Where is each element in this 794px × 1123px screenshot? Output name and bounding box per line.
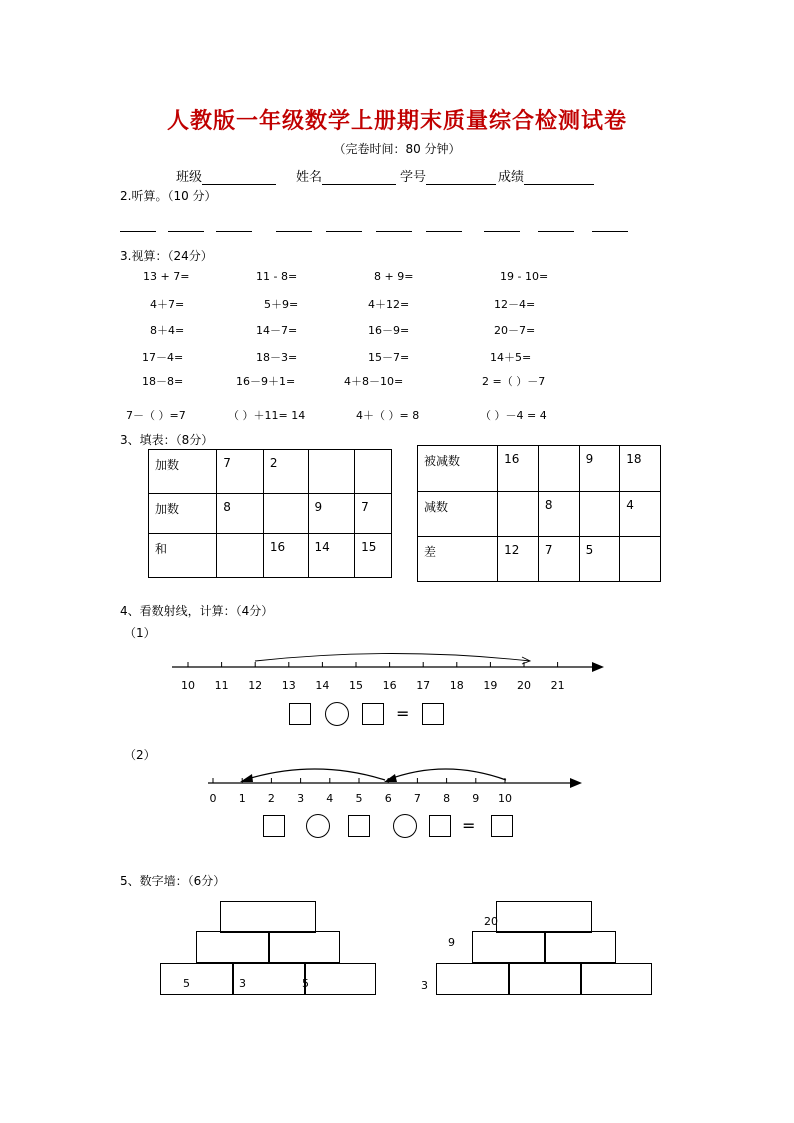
wall-number: 5 bbox=[302, 977, 309, 990]
table-cell: 18 bbox=[620, 446, 661, 492]
number-label: 学号 bbox=[400, 170, 427, 185]
table-cell: 7 bbox=[355, 494, 392, 534]
equation: 14－7= bbox=[256, 324, 298, 337]
table-cell: 加数 bbox=[149, 450, 217, 494]
equation: 15－7= bbox=[368, 351, 410, 364]
equation: 8＋4= bbox=[150, 324, 185, 337]
section-table-heading: 3、填表：（8分） bbox=[120, 433, 214, 447]
answer-blank[interactable] bbox=[326, 231, 362, 232]
addition-table bbox=[148, 449, 392, 578]
wall-brick[interactable] bbox=[508, 963, 582, 995]
tick-label: 4 bbox=[326, 792, 334, 805]
wall-brick[interactable] bbox=[580, 963, 652, 995]
tick-label: 10 bbox=[181, 679, 195, 692]
equal-sign: = bbox=[462, 816, 476, 835]
tick-label: 5 bbox=[355, 792, 363, 805]
class-blank[interactable] bbox=[202, 170, 276, 185]
section-wall-heading: 5、数字墙：（6分） bbox=[120, 874, 226, 888]
table-cell: 加数 bbox=[149, 494, 217, 534]
tick-label: 6 bbox=[384, 792, 392, 805]
score-field bbox=[498, 166, 594, 185]
score-blank[interactable] bbox=[524, 170, 594, 185]
equation: 11 - 8= bbox=[256, 270, 298, 283]
equation: 5＋9= bbox=[264, 298, 299, 311]
table-cell: 7 bbox=[538, 537, 579, 582]
equation: 17－4= bbox=[142, 351, 184, 364]
wall-number: 3 bbox=[421, 979, 428, 992]
numberline-2-label: （2） bbox=[124, 748, 156, 762]
tick-label: 20 bbox=[517, 679, 531, 692]
number-field bbox=[400, 166, 496, 185]
name-field bbox=[296, 166, 396, 185]
number-blank[interactable] bbox=[426, 170, 496, 185]
table-cell: 15 bbox=[355, 534, 392, 578]
table-cell: 7 bbox=[217, 450, 264, 494]
tick-label: 17 bbox=[416, 679, 431, 692]
operator-circle[interactable] bbox=[325, 702, 349, 726]
table-cell: 14 bbox=[308, 534, 355, 578]
table-cell[interactable] bbox=[538, 446, 579, 492]
wall-number: 5 bbox=[183, 977, 190, 990]
table-cell: 4 bbox=[620, 492, 661, 537]
answer-blank[interactable] bbox=[376, 231, 412, 232]
equation: 16－9＋1= bbox=[236, 375, 296, 388]
equation: 7－（ ）=7 bbox=[126, 409, 186, 422]
table-cell[interactable] bbox=[217, 534, 264, 578]
wall-number: 20 bbox=[484, 915, 498, 928]
equation: 2 =（ ）－7 bbox=[482, 375, 546, 388]
table-cell: 16 bbox=[263, 534, 308, 578]
equation: 18－3= bbox=[256, 351, 298, 364]
equation: 4＋8－10= bbox=[344, 375, 404, 388]
arrow-head-icon bbox=[592, 662, 604, 672]
name-label: 姓名 bbox=[296, 170, 323, 185]
tick-label: 14 bbox=[315, 679, 330, 692]
equation: 4＋（ ）= 8 bbox=[356, 409, 420, 422]
equation: 14＋5= bbox=[490, 351, 532, 364]
wall-brick[interactable] bbox=[220, 901, 316, 933]
tick-label: 16 bbox=[382, 679, 397, 692]
jump-arc bbox=[244, 769, 385, 780]
number-line-1 bbox=[160, 640, 620, 700]
equation: 20－7= bbox=[494, 324, 536, 337]
wall-brick[interactable] bbox=[472, 931, 546, 963]
answer-blank[interactable] bbox=[216, 231, 252, 232]
tick-label: 18 bbox=[449, 679, 464, 692]
equal-sign: = bbox=[396, 704, 410, 723]
wall-brick[interactable] bbox=[436, 963, 510, 995]
table-cell: 2 bbox=[263, 450, 308, 494]
answer-box[interactable] bbox=[289, 703, 311, 725]
equation: 13 + 7= bbox=[143, 270, 190, 283]
table-cell: 16 bbox=[498, 446, 539, 492]
tick-label: 8 bbox=[443, 792, 451, 805]
answer-box[interactable] bbox=[422, 703, 444, 725]
tick-label: 11 bbox=[214, 679, 229, 692]
table-cell[interactable] bbox=[263, 494, 308, 534]
tick-label: 0 bbox=[209, 792, 217, 805]
class-label: 班级 bbox=[176, 170, 203, 185]
tick-label: 2 bbox=[267, 792, 275, 805]
wall-brick bbox=[496, 901, 592, 933]
section-numberline-heading: 4、看数射线，计算：（4分） bbox=[120, 604, 274, 618]
tick-label: 9 bbox=[472, 792, 480, 805]
answer-blank[interactable] bbox=[592, 231, 628, 232]
equation: 12－4= bbox=[494, 298, 536, 311]
operator-circle[interactable] bbox=[393, 814, 417, 838]
arrow-head-icon bbox=[570, 778, 582, 788]
table-cell: 被减数 bbox=[418, 446, 498, 492]
tick-label: 7 bbox=[413, 792, 421, 805]
answer-blank[interactable] bbox=[168, 231, 204, 232]
wall-brick[interactable] bbox=[196, 931, 270, 963]
answer-box[interactable] bbox=[362, 703, 384, 725]
table-cell: 12 bbox=[498, 537, 539, 582]
table-cell[interactable] bbox=[620, 537, 661, 582]
answer-blank[interactable] bbox=[538, 231, 574, 232]
wall-number: 9 bbox=[448, 936, 455, 949]
numberline-1-label: （1） bbox=[124, 626, 156, 640]
name-blank[interactable] bbox=[322, 170, 396, 185]
page-title: 人教版一年级数学上册期末质量综合检测试卷 bbox=[166, 109, 627, 134]
section-listening-heading: 2.听算。（10 分） bbox=[120, 189, 217, 203]
table-cell: 5 bbox=[579, 537, 620, 582]
equation: （ ）－4 = 4 bbox=[480, 409, 547, 422]
answer-box[interactable] bbox=[348, 815, 370, 837]
section-visual-heading: 3.视算：（24分） bbox=[120, 249, 213, 263]
wall-brick[interactable] bbox=[268, 931, 340, 963]
table-cell[interactable] bbox=[355, 450, 392, 494]
table-cell: 差 bbox=[418, 537, 498, 582]
subtraction-table bbox=[417, 445, 661, 582]
class-field bbox=[176, 166, 276, 185]
equation: （ ）＋11= 14 bbox=[228, 409, 306, 422]
answer-box[interactable] bbox=[263, 815, 285, 837]
answer-blank[interactable] bbox=[120, 231, 156, 232]
answer-blank[interactable] bbox=[276, 231, 312, 232]
tick-label: 13 bbox=[281, 679, 296, 692]
table-cell: 和 bbox=[149, 534, 217, 578]
answer-blank[interactable] bbox=[484, 231, 520, 232]
jump-arc bbox=[255, 654, 530, 662]
tick-label: 12 bbox=[248, 679, 263, 692]
wall-brick bbox=[304, 963, 376, 995]
equation: 8 + 9= bbox=[374, 270, 414, 283]
score-label: 成绩 bbox=[498, 170, 525, 185]
answer-box[interactable] bbox=[491, 815, 513, 837]
table-cell: 9 bbox=[308, 494, 355, 534]
wall-brick[interactable] bbox=[544, 931, 616, 963]
equation: 19 - 10= bbox=[500, 270, 549, 283]
table-cell[interactable] bbox=[498, 492, 539, 537]
answer-blank[interactable] bbox=[426, 231, 462, 232]
equation: 4＋12= bbox=[368, 298, 410, 311]
tick-label: 1 bbox=[238, 792, 246, 805]
equation: 18－8= bbox=[142, 375, 184, 388]
table-cell[interactable] bbox=[308, 450, 355, 494]
equation: 4＋7= bbox=[150, 298, 185, 311]
tick-label: 10 bbox=[498, 792, 512, 805]
exam-duration: （完卷时间：80 分钟） bbox=[333, 142, 461, 156]
table-cell: 8 bbox=[538, 492, 579, 537]
tick-label: 21 bbox=[550, 679, 565, 692]
tick-label: 19 bbox=[483, 679, 498, 692]
number-line-2 bbox=[200, 760, 590, 810]
arc-arrow-icon bbox=[384, 774, 397, 782]
table-cell: 减数 bbox=[418, 492, 498, 537]
wall-brick bbox=[160, 963, 234, 995]
tick-label: 15 bbox=[349, 679, 363, 692]
answer-box[interactable] bbox=[429, 815, 451, 837]
operator-circle[interactable] bbox=[306, 814, 330, 838]
table-cell[interactable] bbox=[579, 492, 620, 537]
table-cell: 8 bbox=[217, 494, 264, 534]
wall-number: 3 bbox=[239, 977, 246, 990]
tick-label: 3 bbox=[297, 792, 305, 805]
table-cell: 9 bbox=[579, 446, 620, 492]
equation: 16－9= bbox=[368, 324, 410, 337]
